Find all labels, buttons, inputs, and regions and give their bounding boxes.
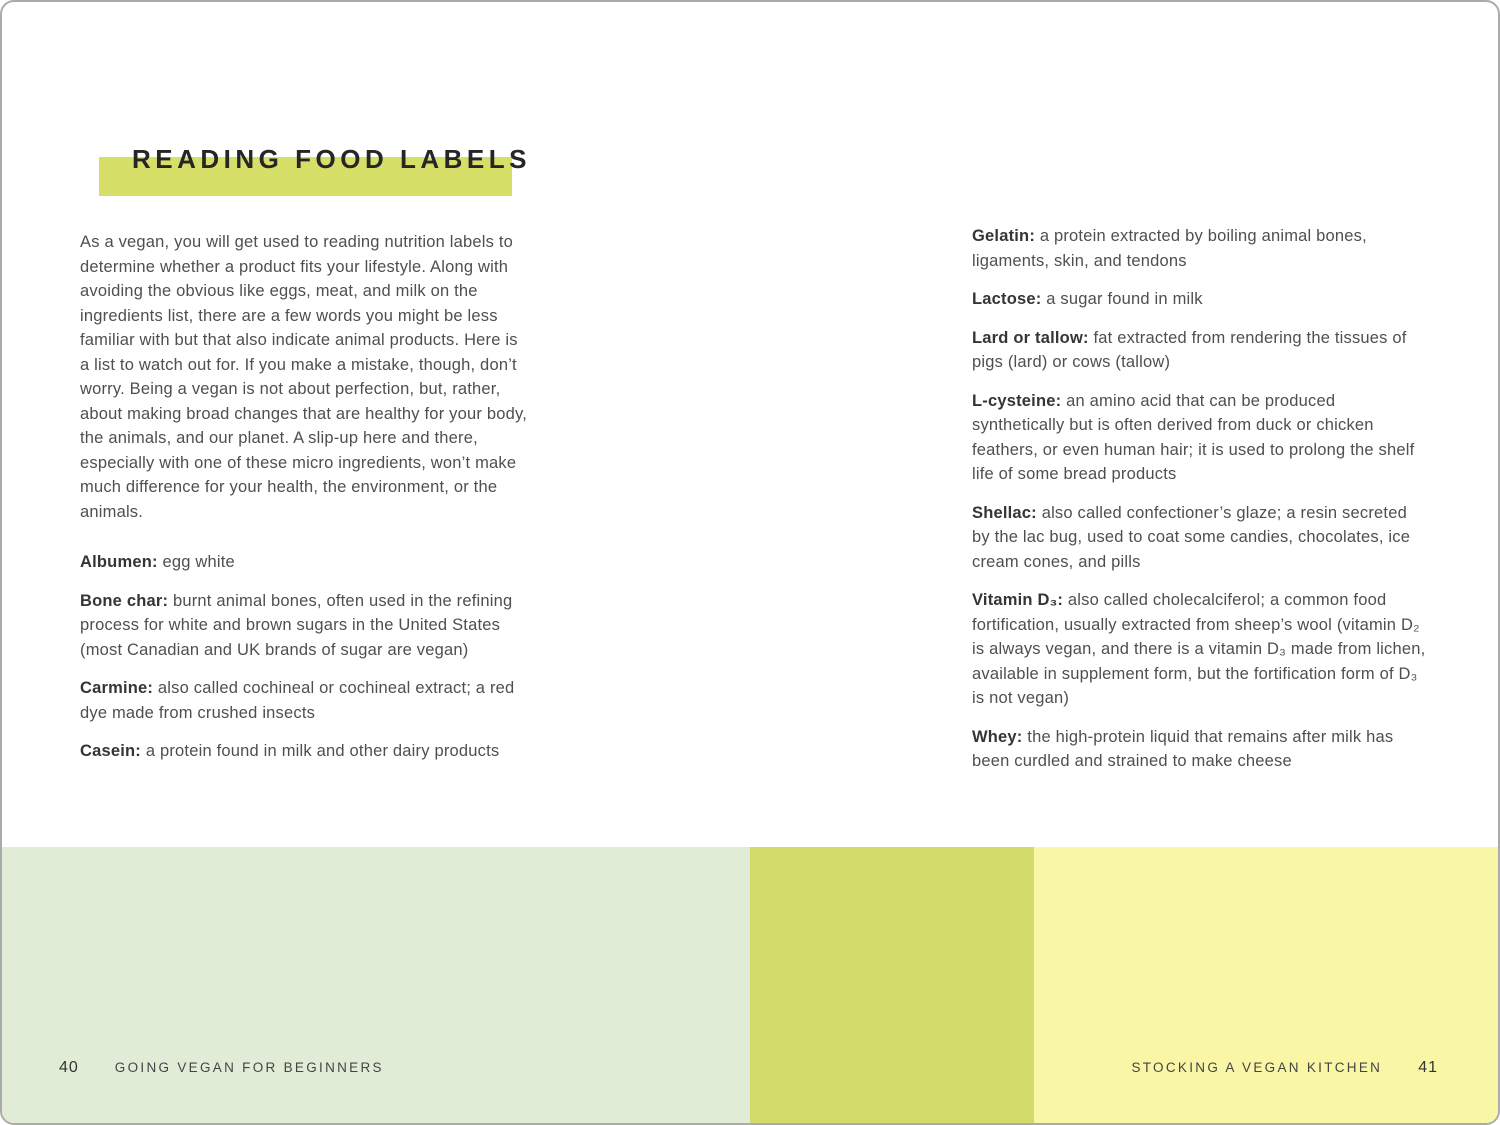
definition-whey [972, 725, 1428, 774]
intro-paragraph: As a vegan, you will get used to reading nutrition labels to determine whether a product fits your lifestyle. Along with avoiding the obvious like eggs, meat, and milk on the ingredients list, there are a few words you might be less familiar with but that also indicate animal products. Here is a list to watch out for. If you make a mistake, though, don’t worry. Being a vegan is not about perfection, but, rather, about making broad changes that are healthy for your body, the animals, and our planet. A slip-up here and there, especially with one of these micro ingredients, won’t make much difference for your health, the environment, or the animals. [80, 233, 527, 521]
definition-lactose [972, 287, 1428, 312]
right-page-footer [1131, 1059, 1438, 1077]
definition-term: Carmine: [80, 679, 154, 697]
definition-body: a protein found in milk and other dairy products [145, 742, 500, 760]
section-heading: READING FOOD LABELS [132, 144, 531, 174]
definition-term: Lard or tallow: [972, 328, 1089, 347]
definition-body: also called confectioner’s glaze; a resin secreted by the lac bug, used to coat some candies, chocolates, ice cream cones, and pills [972, 503, 1411, 571]
definition-term: Lactose: [972, 290, 1042, 308]
page-number-right: 41 [1418, 1059, 1438, 1076]
left-page-column [80, 144, 530, 778]
definition-carmine [80, 676, 530, 725]
definition-shellac [972, 501, 1428, 575]
definition-gelatin [972, 224, 1428, 273]
definition-casein [80, 739, 530, 764]
definition-term: Albumen: [80, 553, 158, 571]
definition-term: L-cysteine: [972, 391, 1062, 410]
right-page-column [972, 224, 1428, 788]
left-page-footer [59, 1059, 384, 1077]
definition-body: fat extracted from rendering the tissues of pigs (lard) or cows (tallow) [972, 328, 1407, 371]
definition-body: also called cochineal or cochineal extract; a red dye made from crushed insects [80, 679, 515, 722]
definition-l-cysteine [972, 389, 1428, 487]
definition-lard-or-tallow [972, 326, 1428, 375]
definition-body: an amino acid that can be produced synthetically but is often derived from duck or chicken feathers, or even human hair; it is used to prolong the shelf life of some bread products [972, 391, 1415, 483]
bottom-band-chartreuse [750, 847, 1034, 1125]
chapter-title-footer: STOCKING A VEGAN KITCHEN [1131, 1060, 1383, 1075]
definition-bone-char [80, 589, 530, 663]
definition-body: burnt animal bones, often used in the refining process for white and brown sugars in the United States (most Canadian and UK brands of sugar are vegan) [80, 591, 513, 659]
definition-body: a protein extracted by boiling animal bones, ligaments, skin, and tendons [972, 227, 1367, 270]
definition-term: Gelatin: [972, 227, 1036, 245]
definition-body: egg white [162, 553, 235, 571]
definition-body: the high-protein liquid that remains after milk has been curdled and strained to make cheese [972, 727, 1394, 770]
definition-body: also called cholecalciferol; a common food fortification, usually extracted from sheep’s wool (vitamin D₂ is always vegan, and there is a vitamin D₃ made from lichen, available in supplement form, but the fortification form of D₃ is not vegan) [972, 591, 1426, 707]
definition-term: Whey: [972, 727, 1023, 746]
definition-albumen [80, 550, 530, 575]
definition-term: Casein: [80, 742, 142, 760]
definition-body: a sugar found in milk [1046, 290, 1203, 308]
bottom-band-pale-yellow [1034, 847, 1498, 1125]
book-title-footer: GOING VEGAN FOR BEGINNERS [114, 1060, 384, 1075]
definition-term: Vitamin D₃: [972, 591, 1064, 609]
definition-vitamin-d3 [972, 588, 1428, 711]
definition-term: Bone char: [80, 591, 169, 610]
definition-term: Shellac: [972, 503, 1037, 522]
section-heading-wrap [80, 144, 530, 196]
bottom-band-pale-green [2, 847, 750, 1125]
page-number-left: 40 [59, 1059, 79, 1076]
